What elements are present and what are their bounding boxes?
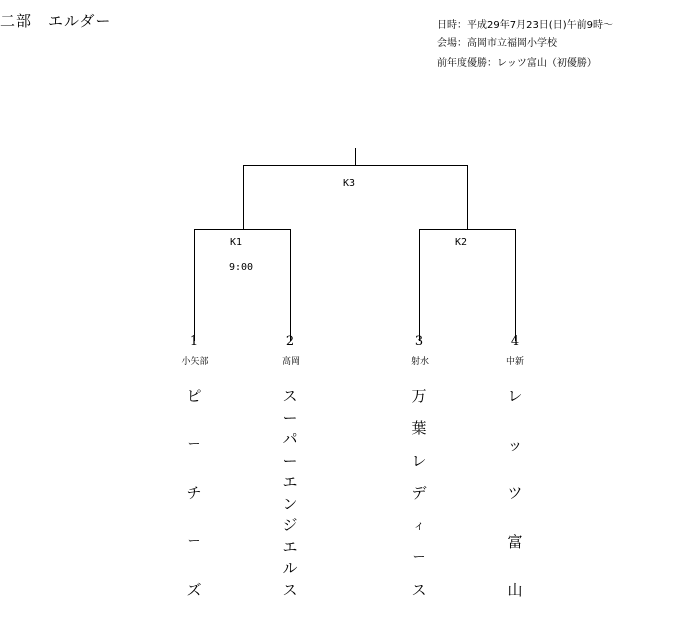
team-char: ン [282, 494, 298, 513]
team-char: エ [282, 537, 298, 556]
seed-number: 2 [285, 334, 295, 349]
match-label-k3: K3 [343, 178, 356, 189]
team-char: デ [411, 483, 427, 502]
team-name-vertical [407, 388, 431, 598]
team-char: ー [187, 533, 201, 549]
team-char: ズ [186, 581, 202, 599]
venue-line: 会場：高岡市立福岡小学校 [437, 38, 557, 49]
team-char: ピ [186, 387, 202, 405]
page-title: 二部 エルダー [0, 12, 112, 30]
seed-number: 4 [510, 334, 520, 349]
team-char: 富 [507, 532, 523, 551]
team-name-vertical [278, 388, 302, 598]
team-char: エ [282, 473, 298, 492]
team-area: 射水 [410, 357, 429, 367]
team-char: 万 [411, 387, 427, 405]
team-char: ル [282, 559, 298, 578]
match-time-k1: 9:00 [229, 262, 254, 273]
team-name-vertical [503, 388, 527, 598]
team-char: ー [282, 408, 298, 427]
team-char: ス [282, 580, 298, 599]
team-area: 小矢部 [181, 357, 209, 367]
team-area: 高岡 [281, 357, 300, 367]
team-char: ィ [412, 518, 425, 533]
seed-number: 3 [414, 334, 424, 349]
final-bracket [244, 166, 468, 231]
team-area: 中新 [505, 357, 524, 367]
team-char: ス [411, 580, 427, 599]
team-char: ッ [507, 435, 523, 454]
match-label-k1: K1 [230, 237, 243, 248]
semifinal-bracket-left [195, 230, 291, 342]
team-char: レ [411, 451, 427, 470]
team-char: ツ [507, 484, 523, 502]
team-char: ジ [282, 516, 298, 535]
team-char: ー [282, 451, 298, 470]
team-char: レ [507, 387, 523, 405]
team-char: ー [187, 436, 201, 452]
team-char: ー [412, 549, 426, 565]
seed-number: 1 [189, 334, 199, 349]
team-char: 山 [507, 581, 523, 599]
team-char: 葉 [411, 419, 427, 438]
team-char: ス [282, 387, 298, 405]
team-name-vertical [182, 388, 206, 598]
semifinal-bracket-right [420, 230, 516, 342]
date-line: 日時：平成29年7月23日(日)午前9時～ [437, 20, 613, 31]
team-char: パ [282, 430, 298, 449]
match-label-k2: K2 [455, 237, 468, 248]
previous-winner-line: 前年度優勝：レッツ富山（初優勝） [437, 58, 597, 69]
team-char: チ [186, 484, 202, 502]
